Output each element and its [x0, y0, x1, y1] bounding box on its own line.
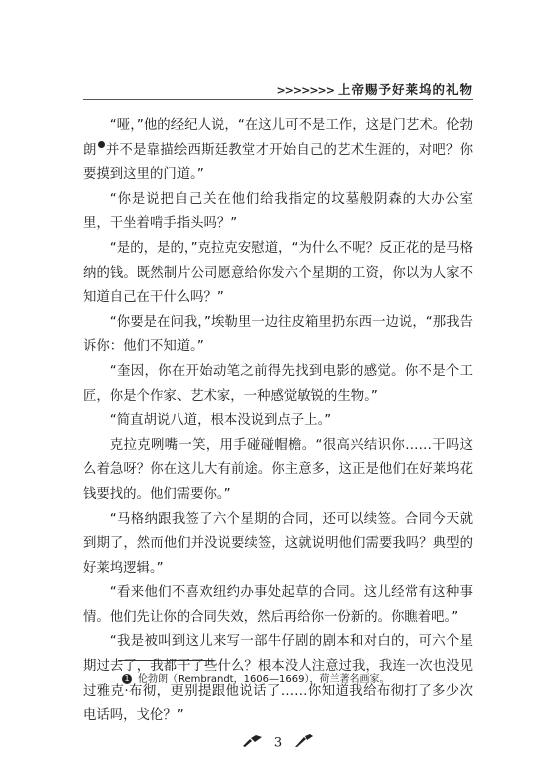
header-title: 上帝赐予好莱坞的礼物 [337, 82, 473, 97]
footnote-reference-icon [98, 141, 105, 148]
footnote [122, 673, 482, 687]
paragraph-text: 并不是靠描绘西斯廷教堂才开始自己的艺术生涯的，对吧？你要摸到这里的门道。” [83, 142, 474, 183]
paragraph: “奎因，你在开始动笔之前得先找到电影的感觉。你不是个工匠，你是个作家、艺术家，一种感觉敏锐的生物。” [83, 363, 473, 404]
paragraph: “我是被叫到这儿来写一部牛仔剧的剧本和对白的，可六个星期过去了，我都干了些什么？根本没人注意过我，我连一次也没见过雅克·布彻，更别提跟他说话了……你知道我给布彻打了多少次电话吗，戈伦？” [83, 634, 473, 724]
running-header [276, 80, 473, 98]
paragraph: “你要是在问我，”埃勒里一边往皮箱里扔东西一边说，“那我告诉你：他们不知道。” [83, 314, 473, 355]
paragraph: 克拉克咧嘴一笑，用手碰碰帽檐。“很高兴结识你……干吗这么着急呀？你在这儿大有前途。你主意多，这正是他们在好莱坞花钱要找的。他们需要你。” [83, 437, 473, 502]
footnote-rule [118, 660, 214, 661]
quill-right-icon [292, 734, 314, 752]
paragraph: “你是说把自己关在他们给我指定的坟墓般阴森的大办公室里，干坐着啃手指头吗？” [83, 191, 473, 232]
paragraph [83, 114, 473, 188]
page-footer [0, 734, 556, 752]
header-rule [83, 99, 473, 100]
paragraph: “是的，是的，”克拉克安慰道，“为什么不呢？反正花的是马格纳的钱。既然制片公司愿意给你发六个星期的工资，你以为人家不知道自己在干什么吗？” [83, 240, 473, 306]
paragraph-text: “哑，”他的经纪人说，“在这儿可不是工作，这是门艺术。伦勃朗 [83, 118, 473, 158]
footnote-text: 伦勃朗（Rembrandt，1606—1669），荷兰著名画家。 [138, 674, 390, 685]
paragraph: “马格纳跟我签了六个星期的合同，还可以续签。合同今天就到期了，然而他们并没说要续签，这就说明他们需要我吗？典型的好莱坞逻辑。” [83, 511, 473, 576]
page-number: 3 [273, 735, 283, 751]
footnote-marker-icon: 1 [122, 674, 132, 684]
paragraph: “看来他们不喜欢纽约办事处起草的合同。这儿经常有这种事情。他们先让你的合同失效，然后再给你一份新的。你瞧着吧。” [83, 585, 473, 625]
paragraph: “简直胡说八道，根本没说到点子上。” [109, 413, 332, 429]
quill-left-icon [242, 734, 264, 752]
body-text [83, 114, 473, 729]
header-arrows: >>>>>>> [276, 84, 334, 97]
